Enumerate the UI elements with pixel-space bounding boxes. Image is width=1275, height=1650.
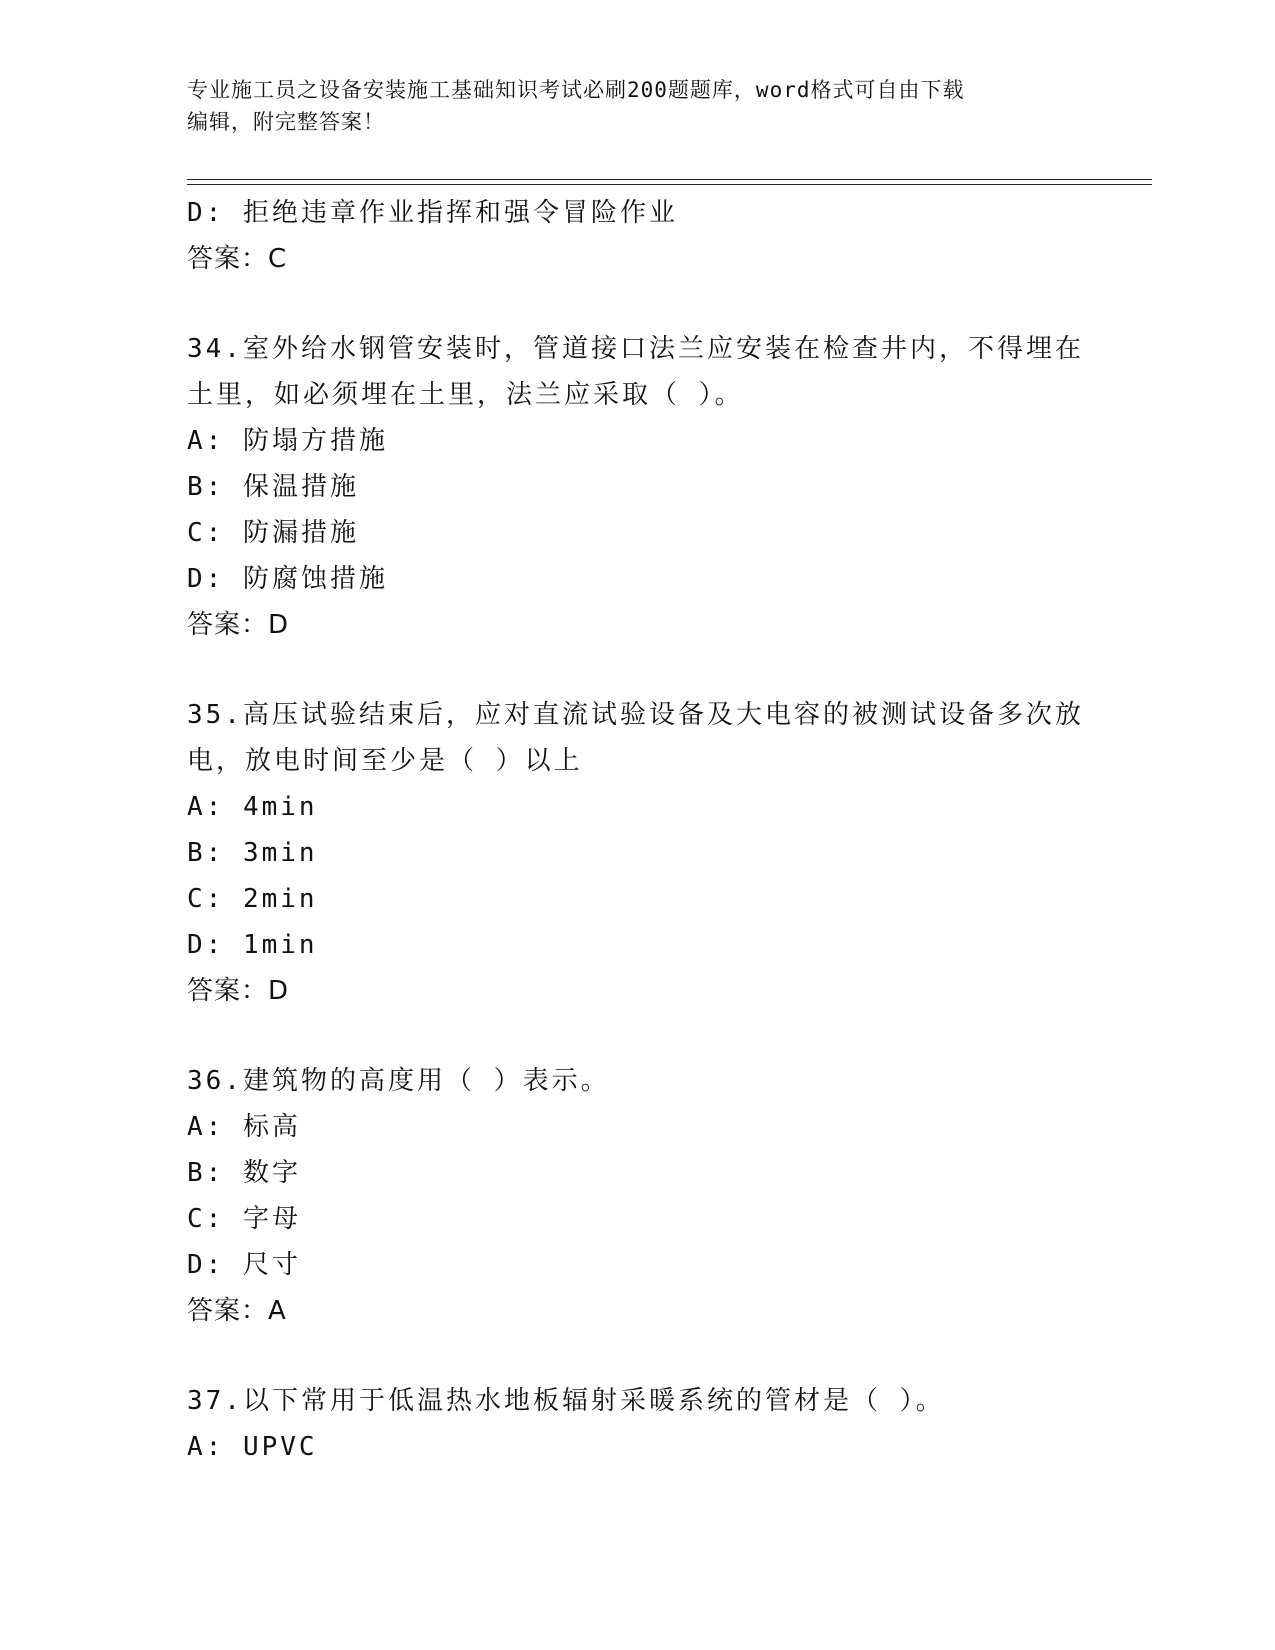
option-b: B: 3min (187, 838, 318, 868)
question-stem-line-1: 36.建筑物的高度用（ ）表示。 (187, 1066, 610, 1096)
answer-line: 答案：A (187, 1296, 287, 1326)
answer-line: 答案：C (187, 244, 288, 274)
question-stem-line-2: 土里，如必须埋在土里，法兰应采取（ ）。 (187, 380, 744, 410)
option-c: C: 字母 (187, 1204, 301, 1234)
option-d: D: 尺寸 (187, 1250, 301, 1280)
option-c: C: 2min (187, 884, 318, 914)
option-a: A: 标高 (187, 1112, 301, 1142)
header-divider-bottom (187, 184, 1152, 185)
question-list (187, 190, 1087, 1470)
answer-line: 答案：D (187, 976, 290, 1006)
question-block-34 (187, 326, 1087, 648)
option-b: B: 保温措施 (187, 472, 359, 502)
question-stem-line-1: 35.高压试验结束后，应对直流试验设备及大电容的被测试设备多次放 (187, 700, 1084, 730)
option-d: D: 拒绝违章作业指挥和强令冒险作业 (187, 198, 678, 228)
option-a: A: 4min (187, 792, 318, 822)
header-line-2: 编辑，附完整答案！ (187, 110, 385, 134)
header-divider-top (187, 179, 1152, 180)
option-c: C: 防漏措施 (187, 518, 359, 548)
question-block-37 (187, 1378, 1087, 1470)
option-d: D: 1min (187, 930, 318, 960)
option-a: A: 防塌方措施 (187, 426, 388, 456)
question-block-35 (187, 692, 1087, 1014)
option-b: B: 数字 (187, 1158, 301, 1188)
question-block-33 (187, 190, 1087, 282)
question-block-36 (187, 1058, 1087, 1334)
question-stem-line-2: 电，放电时间至少是（ ）以上 (187, 746, 583, 776)
question-stem-line-1: 34.室外给水钢管安装时，管道接口法兰应安装在检查井内，不得埋在 (187, 334, 1084, 364)
document-header (187, 74, 1067, 138)
answer-line: 答案：D (187, 610, 290, 640)
option-a: A: UPVC (187, 1432, 318, 1462)
option-d: D: 防腐蚀措施 (187, 564, 388, 594)
header-line-1: 专业施工员之设备安装施工基础知识考试必刷200题题库，word格式可自由下载 (187, 78, 965, 102)
question-stem-line-1: 37.以下常用于低温热水地板辐射采暖系统的管材是（ ）。 (187, 1386, 945, 1416)
